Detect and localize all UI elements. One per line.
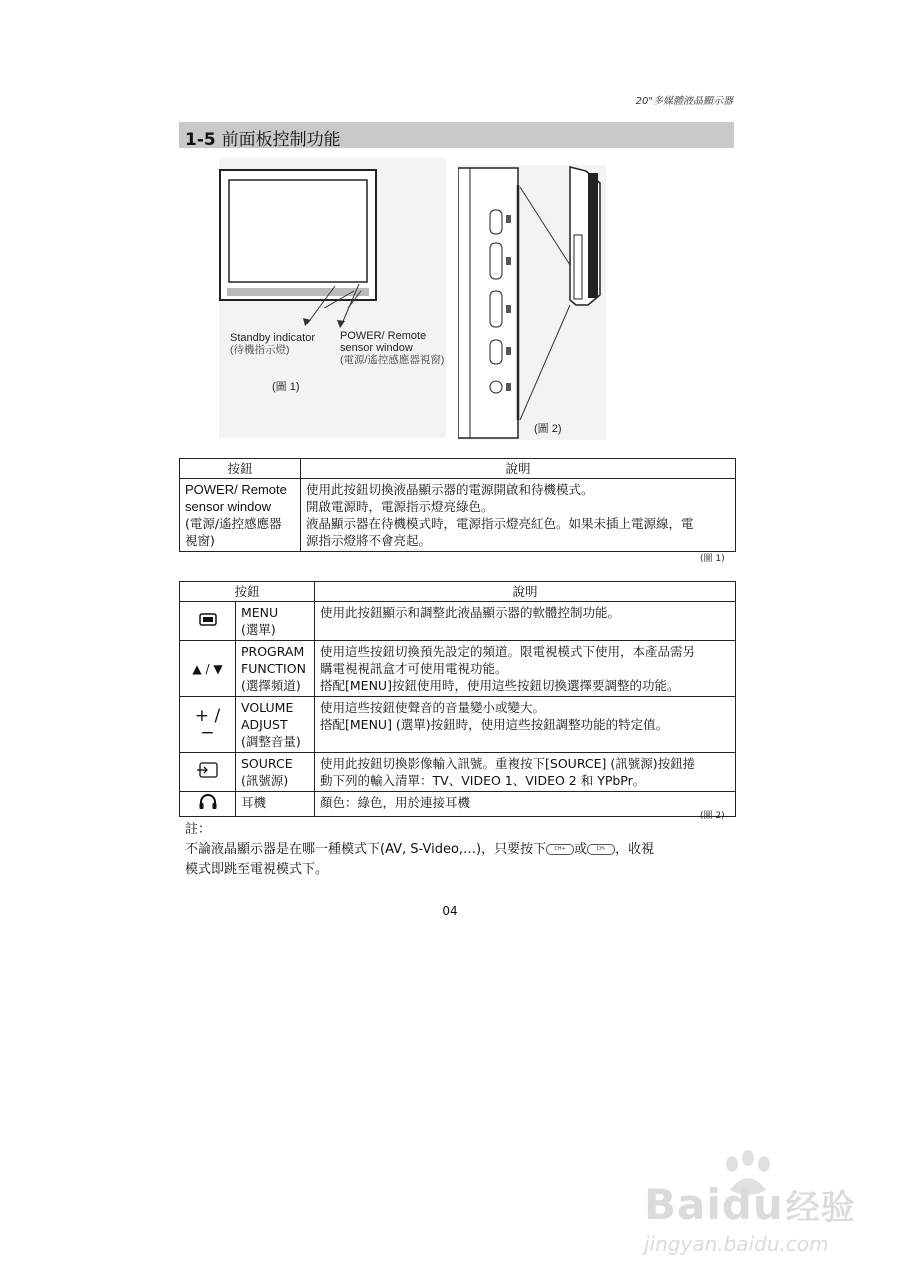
watermark-url: jingyan.baidu.com xyxy=(644,1232,829,1256)
figure-1-caption: (圖 1) xyxy=(272,381,300,393)
section-number: 1-5 xyxy=(185,130,216,150)
table-row xyxy=(180,641,736,697)
callout-arrows xyxy=(219,280,446,330)
table-row xyxy=(180,602,736,641)
table-2-caption: (圖 2) xyxy=(700,811,725,821)
side-panel-outline xyxy=(458,168,518,438)
program-button-name: PROGRAM FUNCTION (選擇頻道) xyxy=(236,641,315,697)
note-line-2: 模式即跳至電視模式下。 xyxy=(185,862,329,877)
table-header-row xyxy=(180,582,736,602)
note-or: 或 xyxy=(574,842,588,857)
menu-button-description: 使用此按鈕顯示和調整此液晶顯示器的軟體控制功能。 xyxy=(315,602,736,641)
standby-indicator-label: Standby indicator xyxy=(230,332,315,344)
volume-button-description: 使用這些按鈕使聲音的音量變小或變大。 搭配[MENU] (選單)按鈕時，使用這些按鈕調整功能的特定值。 xyxy=(315,697,736,753)
power-button-table xyxy=(179,458,736,552)
table-row xyxy=(180,697,736,753)
table-header-button: 按鈕 xyxy=(180,459,301,479)
baidu-watermark xyxy=(640,1150,880,1260)
headphones-button-name: 耳機 xyxy=(236,792,315,817)
table-header-description: 說明 xyxy=(301,459,736,479)
program-button-description: 使用這些按鈕切換預先設定的頻道。限電視模式下使用，本產品需另 購電視視訊盒才可使用電視功能。 搭配[MENU]按鈕使用時，使用這些按鈕切換選擇要調整的功能。 xyxy=(315,641,736,697)
channel-up-button-icon: CH+ xyxy=(546,844,574,855)
side-panel-illustration xyxy=(458,165,606,440)
watermark-brand: Baidu经验 xyxy=(644,1180,856,1229)
plus-minus-icon: + / − xyxy=(180,697,236,753)
up-down-triangle-icon: ▲ / ▼ xyxy=(180,641,236,697)
section-heading xyxy=(185,125,341,150)
power-button-name: POWER/ Remote sensor window (電源/遙控感應器 視窗) xyxy=(180,479,301,552)
menu-button-name: MENU (選單) xyxy=(236,602,315,641)
note-text-before: 不論液晶顯示器是在哪一種模式下(AV, S-Video,…)，只要按下 xyxy=(185,842,547,857)
document-header-title: 20"多媒體液晶顯示器 xyxy=(635,96,733,107)
standby-indicator-label-zh: (待機指示燈) xyxy=(230,344,290,356)
headphones-icon xyxy=(180,792,236,817)
source-button-name: SOURCE (訊號源) xyxy=(236,753,315,792)
channel-down-button-icon: CH- xyxy=(587,844,615,855)
power-sensor-label-line2: sensor window xyxy=(340,342,413,354)
table-row xyxy=(180,792,736,817)
figure-2-caption: (圖 2) xyxy=(534,423,562,435)
monitor-screen xyxy=(229,180,367,282)
note-line-1 xyxy=(185,840,654,860)
source-input-icon xyxy=(180,753,236,792)
table-header-row xyxy=(180,459,736,479)
section-title: 前面板控制功能 xyxy=(221,130,341,150)
note-text-after: ，收視 xyxy=(615,842,655,857)
volume-button-name: VOLUME ADJUST (調整音量) xyxy=(236,697,315,753)
table-row xyxy=(180,479,736,552)
power-sensor-label-zh: (電源/遙控感應器視窗) xyxy=(340,354,445,366)
page-number: 04 xyxy=(442,904,458,918)
table-1-caption: (圖 1) xyxy=(700,554,725,564)
power-button-description: 使用此按鈕切換液晶顯示器的電源開啟和待機模式。 開啟電源時，電源指示燈亮綠色。 液晶顯示器在待機模式時，電源指示燈亮紅色。如果未插上電源線，電 源指示燈將不會亮起。 xyxy=(301,479,736,552)
source-button-description: 使用此按鈕切換影像輸入訊號。重複按下[SOURCE] (訊號源)按鈕捲 動下列的輸入清單：TV、VIDEO 1、VIDEO 2 和 YPbPr。 xyxy=(315,753,736,792)
side-buttons-table xyxy=(179,581,736,817)
headphones-description: 顏色：綠色，用於連接耳機 xyxy=(315,792,736,817)
table-header-description: 說明 xyxy=(315,582,736,602)
section-heading-bar xyxy=(179,122,734,148)
menu-icon xyxy=(180,602,236,641)
power-sensor-label-line1: POWER/ Remote xyxy=(340,330,427,342)
note-label: 註： xyxy=(185,822,212,837)
table-header-button: 按鈕 xyxy=(180,582,315,602)
table-row xyxy=(180,753,736,792)
